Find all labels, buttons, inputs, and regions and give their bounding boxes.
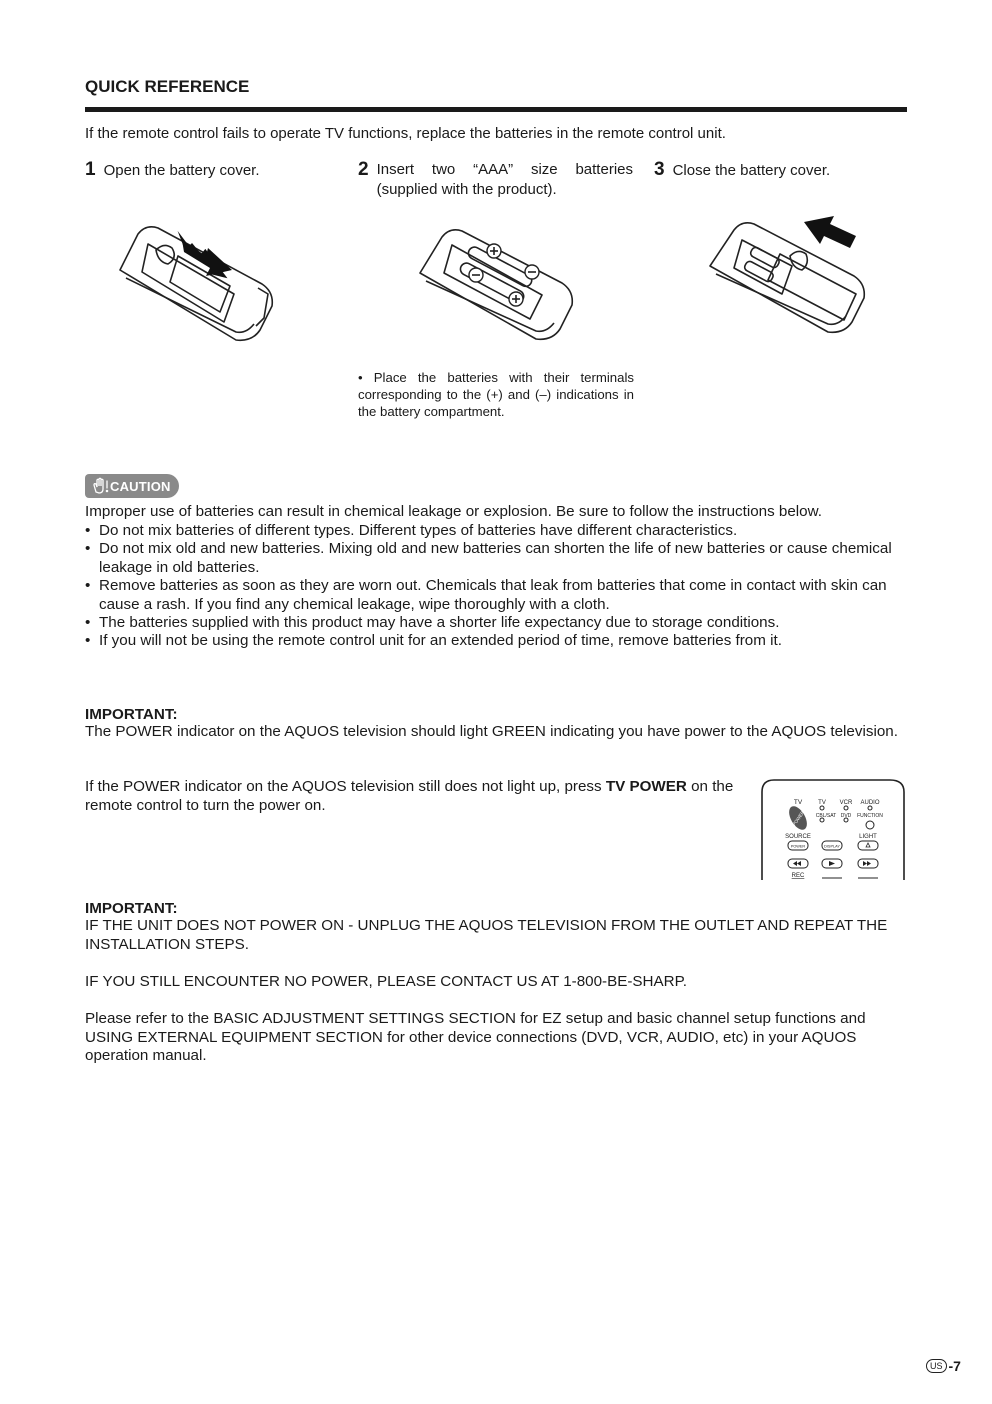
remote-label-audio: AUDIO	[860, 800, 880, 806]
important-text: IF THE UNIT DOES NOT POWER ON - UNPLUG THE AQUOS TELEVISION FROM THE OUTLET AND REPEAT THE INSTALLATION STEPS.	[85, 917, 888, 953]
important-text: The POWER indicator on the AQUOS television should light GREEN indicating you have power to the AQUOS television.	[85, 723, 898, 740]
caution-badge	[85, 474, 179, 498]
remote-label-vcr: VCR	[839, 800, 853, 806]
remote-label-cbl-sat: CBL/SAT	[815, 813, 837, 819]
tv-power-label: TV POWER	[605, 778, 687, 795]
page-number	[926, 1358, 961, 1374]
caution-label: CAUTION	[110, 479, 171, 494]
step-number: 1	[85, 159, 96, 180]
step-text: Insert two “AAA” size batteries (supplied with the product).	[376, 161, 633, 198]
list-item: • Remove batteries as soon as they are worn out. Chemicals that leak from batteries that come in contact with skin can cause a rash. If you find any chemical leakage, wipe thoroughly with a cloth.	[85, 577, 915, 614]
page-number-text: -7	[948, 1358, 961, 1374]
display-label: DISPLAY	[824, 844, 840, 849]
light-icon	[866, 843, 870, 847]
list-item: • Do not mix old and new batteries. Mixing old and new batteries can shorten the life of new batteries or cause chemical leakage in old batteries.	[85, 540, 915, 577]
play-icon	[829, 861, 835, 866]
step-number: 2	[358, 159, 369, 180]
step-3	[654, 160, 914, 181]
step-text: Close the battery cover.	[672, 162, 831, 179]
important-section-2	[85, 900, 915, 954]
title-rule	[85, 107, 907, 112]
list-item: • If you will not be using the remote control unit for an extended period of time, remove batteries from it.	[85, 632, 915, 650]
step-text: Open the battery cover.	[103, 162, 260, 179]
important-heading: IMPORTANT:	[85, 900, 178, 917]
fast-forward-icon	[863, 861, 871, 866]
power-instruction-text: on the remote control to turn the power on.	[85, 778, 734, 814]
refer-text: Please refer to the BASIC ADJUSTMENT SETTINGS SECTION for EZ setup and basic channel setup functions and USING EXTERNAL EQUIPMENT SECTION for other device connections (DVD, VCR, AUDIO, etc) in your AQUOS operation manual.	[85, 1010, 866, 1065]
caution-intro: Improper use of batteries can result in chemical leakage or explosion. Be sure to follow the instructions below.	[85, 503, 822, 520]
tv-power-label: POWER	[791, 809, 806, 827]
important-section-1	[85, 706, 915, 742]
close-cover-illustration	[706, 214, 876, 338]
step-1	[85, 160, 335, 181]
open-cover-illustration	[118, 218, 278, 344]
remote-label-light: LIGHT	[859, 834, 877, 840]
remote-label-rec: REC	[791, 873, 805, 879]
important-heading: IMPORTANT:	[85, 706, 178, 723]
power-instruction-text: If the POWER indicator on the AQUOS television still does not light up, press	[85, 778, 606, 795]
region-badge: US	[926, 1359, 947, 1373]
caution-list	[85, 522, 915, 651]
battery-note: • Place the batteries with their terminals corresponding to the (+) and (–) indications in the battery compartment.	[358, 370, 634, 419]
section-title: QUICK REFERENCE	[85, 77, 250, 96]
step-number: 3	[654, 159, 665, 180]
list-item: • Do not mix batteries of different types. Different types of batteries have different characteristics.	[85, 522, 915, 540]
remote-control-illustration	[760, 778, 908, 882]
step-2	[358, 160, 633, 200]
remote-label-dvd: DVD	[840, 813, 852, 819]
source-power-label: POWER	[790, 844, 806, 849]
remote-label-source: SOURCE	[785, 834, 811, 840]
list-item: • The batteries supplied with this product may have a shorter life expectancy due to storage conditions.	[85, 614, 915, 632]
hand-warning-icon	[91, 476, 111, 496]
intro-text: If the remote control fails to operate TV functions, replace the batteries in the remote control unit.	[85, 125, 726, 142]
power-instruction	[85, 778, 760, 815]
remote-label-function: FUNCTION	[857, 813, 883, 819]
remote-label-tv-small: TV	[818, 800, 826, 806]
remote-label-tv: TV	[793, 799, 803, 806]
rewind-icon	[793, 861, 801, 866]
insert-batteries-illustration	[418, 225, 578, 345]
contact-text: IF YOU STILL ENCOUNTER NO POWER, PLEASE CONTACT US AT 1-800-BE-SHARP.	[85, 973, 688, 990]
